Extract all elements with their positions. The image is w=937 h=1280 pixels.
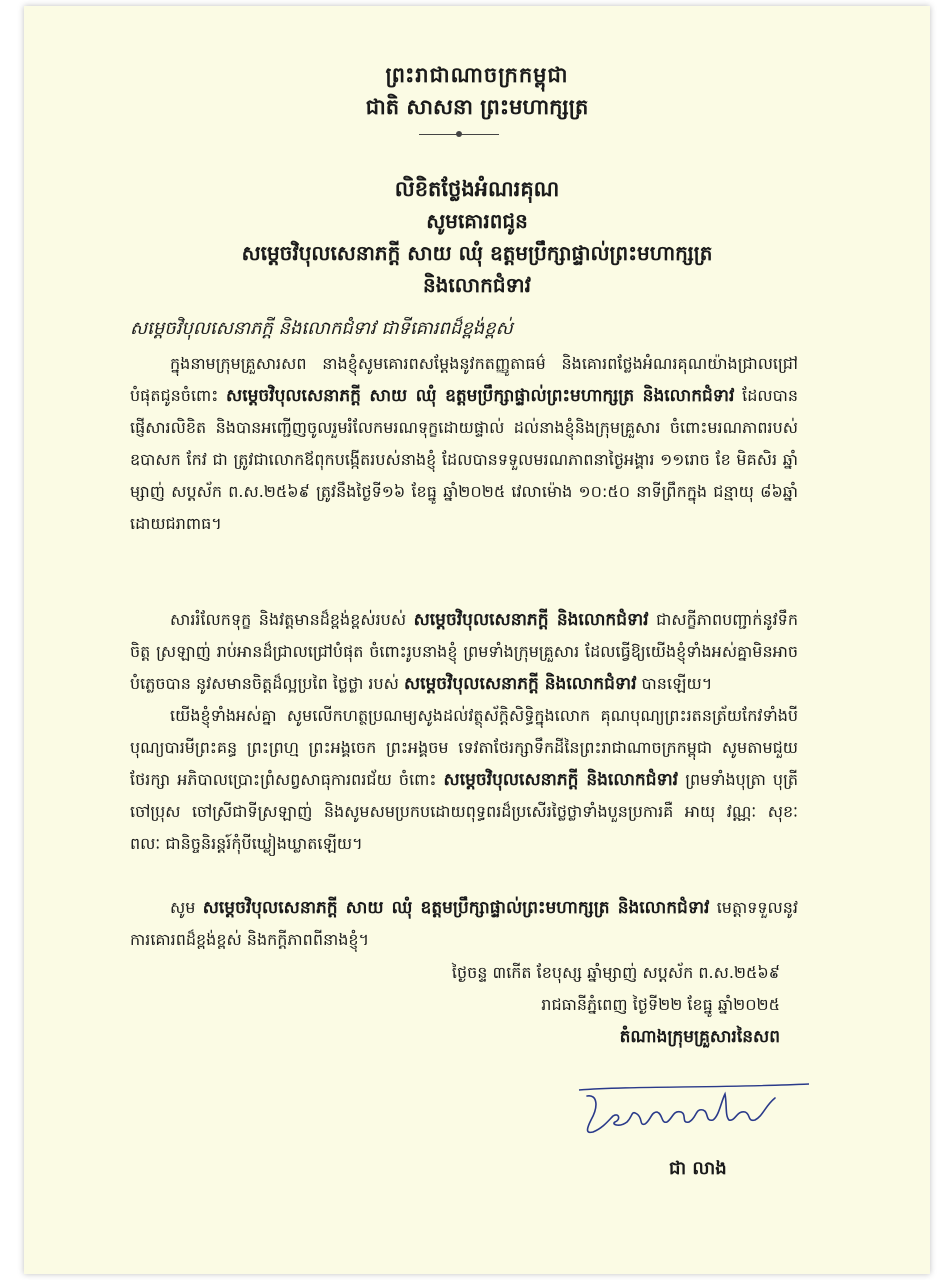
paragraph-3-text-c: ព្រមទាំងបុត្រា បុត្រី ចៅប្រុស ចៅស្រីជាទីស្រឡាញ់ និងសូមសមប្រកបដោយពុទ្ធពរដ៏ប្រសើរថ្លៃថ្លាទាំងបួនប្រការគឺ អាយុ វណ្ណៈ សុខៈ ពលៈ ជានិច្ចនិរន្តរ៍កុំបីឃ្លៀងឃ្លាតឡើយ។ [130, 770, 798, 853]
paragraph-2-text-a: សាររំលែកទុក្ខ និងវត្តមានដ៏ខ្ពង់ខ្ពស់របស់ [170, 610, 414, 629]
paragraph-4-recipient: សម្តេចវិបុលសេនាភក្តី សាយ ឈុំ ឧត្តមប្រឹក្សាផ្ទាល់ព្រះមហាក្សត្រ និងលោកជំទាវ [202, 898, 710, 918]
paragraph-3-recipient: សម្តេចវិបុលសេនាភក្តី និងលោកជំទាវ [443, 770, 679, 790]
paragraph-2-text-c: ជាសក្ខីភាពបញ្ជាក់នូវទឹកចិត្ត ស្រឡាញ់ រាប់អានដ៏ជ្រាលជ្រៅបំផុត ចំពោះរូបនាងខ្ញុំ ព្រមទាំងក្រុមគ្រួសារ ដែលធ្វើឱ្យយើងខ្ញុំទាំងអស់គ្នាមិនអាចបំភ្លេចបាន នូវសមានចិត្តដ៏ល្អប្រពៃ ថ្លៃថ្លា របស់ [130, 610, 798, 693]
paragraph-2-recipient-1: សម្តេចវិបុលសេនាភក្តី និងលោកជំទាវ [413, 610, 649, 630]
paragraph-2 [130, 604, 798, 700]
signer-name: ជា លាង [669, 1158, 727, 1179]
paragraph-3 [130, 700, 798, 860]
kingdom-header: ព្រះរាជាណាចក្រកម្ពុជា [385, 63, 569, 87]
recipient-line-1: សម្តេចវិបុលសេនាភក្តី សាយ ឈុំ ឧត្តមប្រឹក្សាផ្ទាល់ព្រះមហាក្សត្រ [241, 241, 713, 265]
date-solar: រាជធានីភ្នំពេញ ថ្ងៃទី២២ ខែធ្នូ ឆ្នាំ២០២៥ [541, 995, 780, 1014]
signature-icon [569, 1076, 819, 1146]
motto-header: ជាតិ សាសនា ព្រះមហាក្សត្រ [365, 95, 589, 119]
addressed-to: សូមគោរពជូន [426, 209, 528, 233]
recipient-line-2: និងលោកជំទាវ [423, 273, 531, 297]
paragraph-1-text-c: ដែលបានផ្ញើសារលិខិត និងបានអញ្ជើញចូលរួមរំលែកមរណទុក្ខដោយផ្ទាល់ ដល់នាងខ្ញុំនិងក្រុមគ្រួសារ ចំពោះមរណភាពរបស់ ឧបាសក កែវ ជា ត្រូវជាលោកឪពុកបង្កើតរបស់នាងខ្ញុំ ដែលបានទទួលមរណភាពនាថ្ងៃអង្គារ ១១រោច ខែ មិគសិរ ឆ្នាំម្សាញ់ សប្តស័ក ព.ស.២៥៦៩ ត្រូវនឹងថ្ងៃទី១៦ ខែធ្នូ ឆ្នាំ២០២៥ វេលាម៉ោង ១០:៥០ នាទីព្រឹកក្នុង ជន្មាយុ ៨៦ឆ្នាំ ដោយជរាពាធ។ [130, 386, 798, 533]
paragraph-2-text-e: បានឡើយ។ [636, 674, 713, 693]
representative-title: តំណាងក្រុមគ្រួសារនៃសព [619, 1027, 780, 1047]
paragraph-2-recipient-2: សម្តេចវិបុលសេនាភក្តី និងលោកជំទាវ [403, 674, 637, 694]
date-lunar: ថ្ងៃចន្ទ ៣កើត ខែបុស្ស ឆ្នាំម្សាញ់ សប្តស័ក ព.ស.២៥៦៩ [451, 963, 780, 982]
paragraph-4-text-c: មេត្តាទទួលនូវការគោរពដ៏ខ្ពង់ខ្ពស់ និងកក្តីភាពពីនាងខ្ញុំ។ [130, 898, 798, 949]
letter-title: លិខិតថ្លែងអំណរគុណ [394, 177, 560, 201]
paragraph-1-recipient: សម្តេចវិបុលសេនាភក្តី សាយ ឈុំ ឧត្តមប្រឹក្សាផ្ទាល់ព្រះមហាក្សត្រ និងលោកជំទាវ [226, 386, 735, 406]
paragraph-1 [130, 348, 798, 540]
paragraph-4 [130, 892, 798, 956]
divider-ornament-icon [456, 131, 462, 137]
paragraph-4-text-a: សូម [170, 898, 203, 917]
header-divider [419, 134, 499, 135]
paragraph-1-text-a: ក្នុងនាមក្រុមគ្រួសារសព នាងខ្ញុំសូមគោរពសម្តែងនូវកតញ្ញូតាធម៌ និងគោរពថ្លែងអំណរគុណយ៉ាងជ្រាលជ្រៅបំផុតជូនចំពោះ [130, 354, 798, 405]
salutation: សម្តេចវិបុលសេនាភក្តី និងលោកជំទាវ ជាទីគោរពដ៏ខ្ពង់ខ្ពស់ [130, 318, 513, 339]
paragraph-3-text-a: យើងខ្ញុំទាំងអស់គ្នា សូមលើកហត្ថប្រណម្យសូងដល់វត្ថុស័ក្តិសិទ្ធិក្នុងលោក គុណបុណ្យព្រះរតនត្រ័យកែវទាំងបី បុណ្យបារមីព្រះគន្ធ ព្រះព្រហ្ម ព្រះអង្គចេក ព្រះអង្គចម ទេវតាថែរក្សាទឹកដីនៃព្រះរាជាណាចក្រកម្ពុជា សូមតាមជួយថែរក្សា អភិបាលប្រោះព្រំសព្វសាធុការពរជ័យ ចំពោះ [130, 706, 798, 789]
letter-page [24, 6, 930, 1274]
